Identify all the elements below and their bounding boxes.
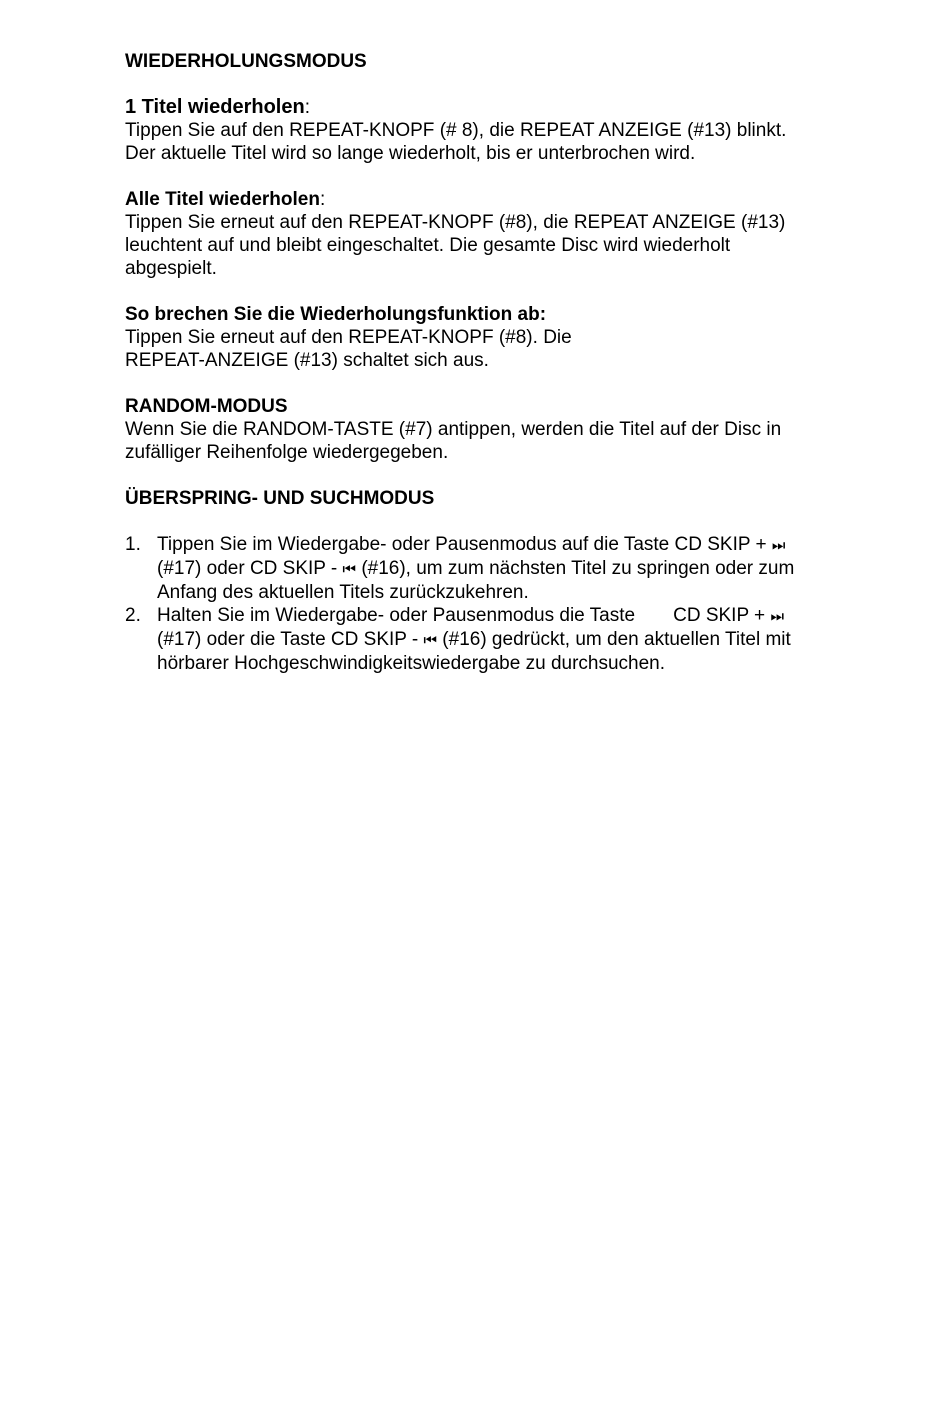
repeat-all-line-2: leuchtent auf und bleibt eingeschaltet. Die gesamte Disc wird wiederholt <box>125 235 731 256</box>
repeat-all-line-1: Tippen Sie erneut auf den REPEAT-KNOPF (#8), die REPEAT ANZEIGE (#13) <box>125 212 786 233</box>
step-1-text-d: Anfang des aktuellen Titels zurückzukehren. <box>157 582 529 603</box>
step-1-text-b: (#17) oder CD SKIP - <box>157 558 338 579</box>
repeat-mode-heading: WIEDERHOLUNGSMODUS <box>125 51 367 72</box>
repeat-all-colon: : <box>319 189 326 210</box>
repeat-cancel-line-1: Tippen Sie erneut auf den REPEAT-KNOPF (#8). Die <box>125 327 572 348</box>
repeat-single-section <box>125 96 845 165</box>
repeat-single-colon: : <box>304 97 310 118</box>
repeat-cancel-section <box>125 303 845 372</box>
skip-previous-icon: ⏮ <box>342 560 357 578</box>
random-mode-line-2: zufälliger Reihenfolge wiedergegeben. <box>125 442 449 463</box>
repeat-all-section <box>125 188 845 280</box>
step-1-number: 1. <box>125 534 141 555</box>
skip-next-icon: ⏭ <box>771 536 786 554</box>
step-2-text-d: hörbarer Hochgeschwindigkeitswiedergabe zu durchsuchen. <box>157 653 666 674</box>
skip-mode-steps <box>125 533 845 675</box>
step-1-text-a: Tippen Sie im Wiedergabe- oder Pausenmodus auf die Taste CD SKIP + <box>157 534 767 555</box>
skip-previous-icon: ⏮ <box>423 631 438 649</box>
step-2-text-b: (#17) oder die Taste CD SKIP - <box>157 629 419 650</box>
document-page <box>125 50 845 675</box>
step-2-number: 2. <box>125 605 141 626</box>
repeat-cancel-title: So brechen Sie die Wiederholungsfunktion ab: <box>125 304 547 325</box>
random-mode-heading: RANDOM-MODUS <box>125 396 288 417</box>
step-2-text-a: Halten Sie im Wiedergabe- oder Pausenmodus die Taste <box>157 605 636 626</box>
list-item <box>125 533 845 604</box>
random-mode-line-1: Wenn Sie die RANDOM-TASTE (#7) antippen, werden die Titel auf der Disc in <box>125 419 782 440</box>
repeat-single-line-2: Der aktuelle Titel wird so lange wiederholt, bis er unterbrochen wird. <box>125 143 696 164</box>
step-2-text-c: (#16) gedrückt, um den aktuellen Titel mit <box>442 629 791 650</box>
skip-next-icon: ⏭ <box>770 607 784 625</box>
step-2-text-a2: CD SKIP + <box>673 605 766 626</box>
list-item <box>125 604 845 675</box>
repeat-all-title: Alle Titel wiederholen <box>125 189 320 210</box>
skip-mode-heading: ÜBERSPRING- UND SUCHMODUS <box>125 488 435 509</box>
repeat-all-line-3: abgespielt. <box>125 258 217 279</box>
step-1-text-c: (#16), um zum nächsten Titel zu springen oder zum <box>361 558 795 579</box>
repeat-cancel-line-2: REPEAT-ANZEIGE (#13) schaltet sich aus. <box>125 350 489 371</box>
repeat-single-title: 1 Titel wiederholen <box>125 96 305 118</box>
random-mode-section <box>125 395 845 464</box>
repeat-single-line-1: Tippen Sie auf den REPEAT-KNOPF (# 8), die REPEAT ANZEIGE (#13) blinkt. <box>125 120 787 141</box>
